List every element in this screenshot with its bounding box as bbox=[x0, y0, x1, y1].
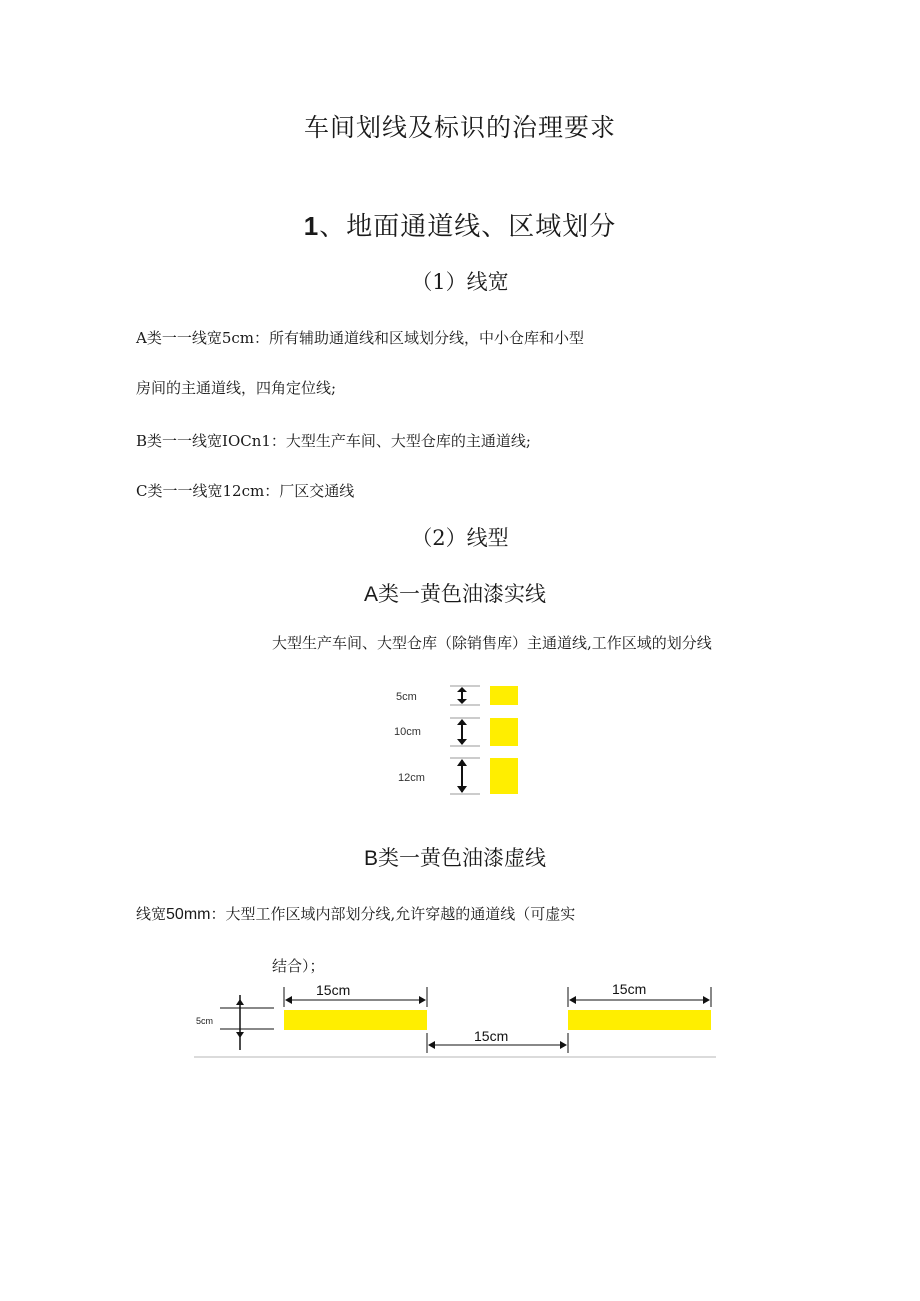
line-width-paragraph-b: B类一一线宽IOCn1：大型生产车间、大型仓库的主通道线; bbox=[136, 432, 531, 450]
category-a-letter: A bbox=[363, 583, 378, 606]
line-width-paragraph-a-1: A类一一线宽5cm：所有辅助通道线和区域划分线，中小仓库和小型 bbox=[136, 329, 585, 347]
dash-segment-right bbox=[568, 1010, 711, 1030]
line-width-paragraph-a-2: 房间的主通道线，四角定位线; bbox=[136, 379, 337, 397]
category-b-heading-text: 类一黄色油漆虚线 bbox=[378, 846, 546, 870]
width-label-5cm: 5cm bbox=[396, 691, 417, 703]
category-b-description-line2: 结合）； bbox=[272, 957, 325, 975]
width-row-5cm bbox=[396, 686, 518, 705]
section-1-heading bbox=[0, 206, 920, 243]
dash-width-label: 5cm bbox=[196, 1016, 214, 1026]
width-bar-5cm bbox=[490, 686, 518, 705]
section-number: 1 bbox=[303, 211, 320, 241]
line-width-figure bbox=[390, 678, 530, 798]
category-b-desc-prefix: 线宽 bbox=[136, 905, 167, 923]
category-a-heading-text: 类一黄色油漆实线 bbox=[378, 582, 546, 606]
width-label-12cm: 12cm bbox=[398, 772, 425, 784]
dash-gap-label: 15cm bbox=[474, 1028, 509, 1044]
dash-width-indicator bbox=[196, 995, 274, 1050]
category-b-heading bbox=[0, 842, 910, 872]
width-row-10cm bbox=[394, 718, 518, 746]
line-width-paragraph-c: C类一一线宽12cm：厂区交通线 bbox=[136, 482, 355, 500]
section-heading-text: 、地面通道线、区域划分 bbox=[319, 212, 617, 242]
dash-length-label-left: 15cm bbox=[316, 982, 351, 998]
dash-gap-indicator bbox=[427, 1028, 568, 1053]
dash-segment-left bbox=[284, 1010, 427, 1030]
line-width-heading: （1）线宽 bbox=[411, 270, 509, 294]
line-type-heading: （2）线型 bbox=[411, 526, 509, 550]
dash-length-right bbox=[568, 981, 711, 1007]
width-row-12cm bbox=[398, 758, 518, 794]
width-bar-10cm bbox=[490, 718, 518, 746]
category-b-description bbox=[136, 903, 575, 924]
category-b-desc-rest: ：大型工作区域内部划分线,允许穿越的通道线（可虚实 bbox=[210, 905, 576, 923]
dashed-line-figure bbox=[190, 975, 720, 1065]
document-title: 车间划线及标识的治理要求 bbox=[303, 113, 616, 142]
category-b-letter: B bbox=[363, 847, 378, 870]
dash-length-label-right: 15cm bbox=[612, 981, 647, 997]
dash-length-left bbox=[284, 982, 427, 1007]
width-bar-12cm bbox=[490, 758, 518, 794]
category-a-description: 大型生产车间、大型仓库（除销售库）主通道线,工作区域的划分线 bbox=[272, 634, 712, 652]
category-a-heading bbox=[0, 578, 910, 608]
width-label-10cm: 10cm bbox=[394, 726, 421, 738]
category-b-desc-width: 50mm bbox=[166, 906, 211, 923]
